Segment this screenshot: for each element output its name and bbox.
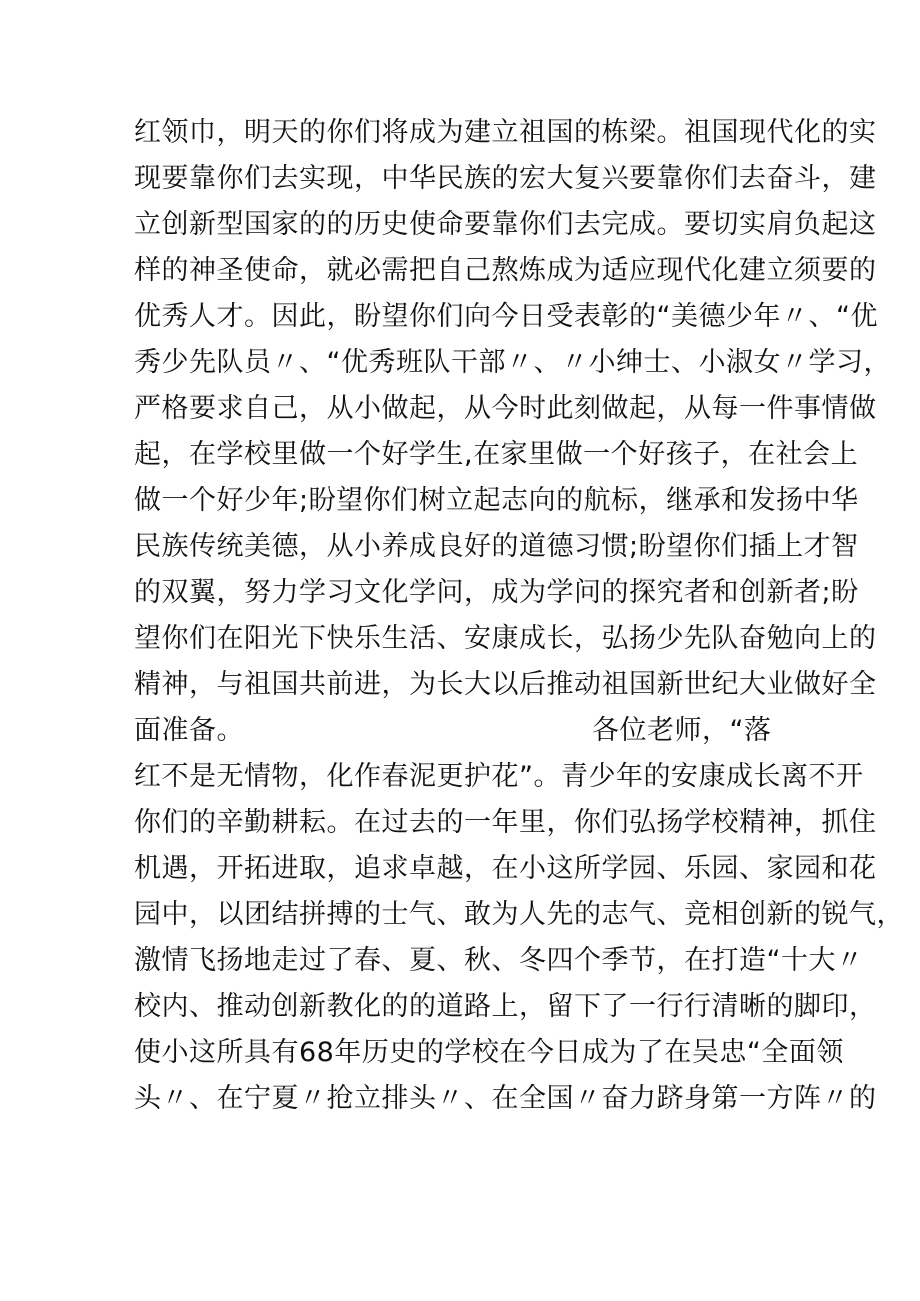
text-line: 红不是无情物，化作春泥更护花”。青少年的安康成长离不开 (134, 761, 864, 792)
paragraph-break-line (134, 708, 794, 754)
text-line: 样的神圣使命，就必需把自己熬炼成为适应现代化建立须要的 (134, 255, 877, 286)
text-line: 现要靠你们去实现，中华民族的宏大复兴要靠你们去奋斗，建 (134, 163, 877, 194)
text-line: 做一个好少年;盼望你们树立起志向的航标，继承和发扬中华 (134, 485, 859, 516)
text-line: 激情飞扬地走过了春、夏、秋、冬四个季节，在打造“十大〃 (134, 945, 864, 976)
text-line: 校内、推动创新教化的的道路上，留下了一行行清晰的脚印， (134, 991, 877, 1022)
text-line: 机遇，开拓进取，追求卓越，在小这所学园、乐园、家园和花 (134, 853, 877, 884)
text-line: 起，在学校里做一个好学生,在家里做一个好孩子，在社会上 (134, 439, 859, 470)
paragraph-start-text: 各位老师，“落 (592, 715, 772, 746)
paragraph-end-text: 面准备。 (134, 715, 244, 746)
text-line: 望你们在阳光下快乐生活、安康成长，弘扬少先队奋勉向上的 (134, 623, 877, 654)
text-line: 红领巾，明天的你们将成为建立祖国的栋梁。祖国现代化的实 (134, 117, 877, 148)
text-line: 园中，以团结拼搏的士气、敢为人先的志气、竞相创新的锐气， (134, 899, 904, 930)
text-line: 严格要求自己，从小做起，从今时此刻做起，从每一件事情做 (134, 393, 877, 424)
text-line: 的双翼，努力学习文化学问，成为学问的探究者和创新者;盼 (134, 577, 859, 608)
text-line: 头〃、在宁夏〃抢立排头〃、在全国〃奋力跻身第一方阵〃的 (134, 1083, 877, 1114)
text-line: 民族传统美德，从小养成良好的道德习惯;盼望你们插上才智 (134, 531, 859, 562)
text-line: 你们的辛勤耕耘。在过去的一年里，你们弘扬学校精神，抓住 (134, 807, 877, 838)
body-text (134, 110, 904, 1122)
text-line: 立创新型国家的的历史使命要靠你们去完成。要切实肩负起这 (134, 209, 877, 240)
text-line: 精神，与祖国共前进，为长大以后推动祖国新世纪大业做好全 (134, 669, 877, 700)
text-line: 使小这所具有68年历史的学校在今日成为了在吴忠“全面领 (134, 1037, 844, 1068)
text-line: 优秀人才。因此，盼望你们向今日受表彰的“美德少年〃、“优 (134, 301, 878, 332)
text-line: 秀少先队员〃、“优秀班队干部〃、〃小绅士、小淑女〃学习， (134, 347, 891, 378)
